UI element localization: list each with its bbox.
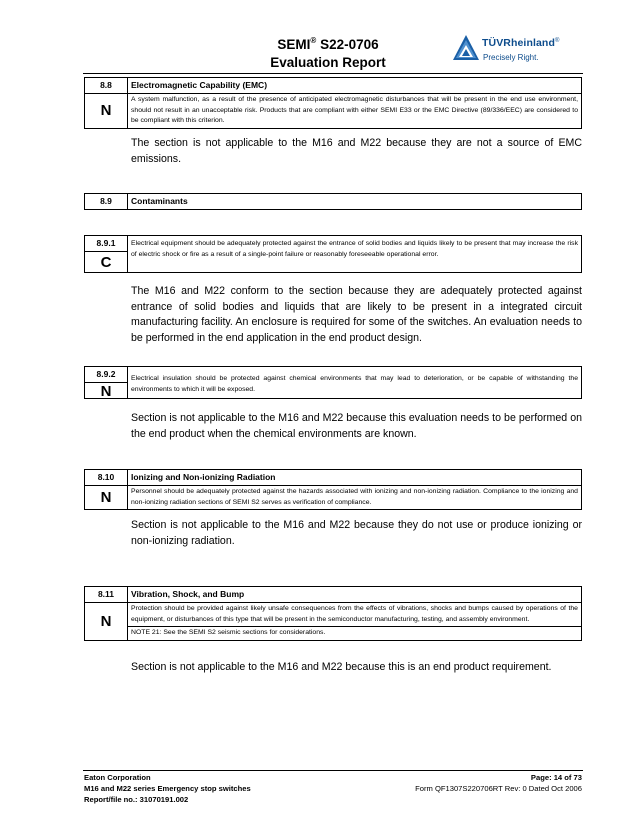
clause-8-9-1 (84, 235, 582, 273)
clause-number: 8.9 (100, 196, 112, 206)
tuv-logo (452, 30, 592, 70)
clause-title: Contaminants (131, 196, 188, 206)
footer-form-id: Form QF1307S220706RT Rev: 0 Dated Oct 2006 (415, 784, 582, 793)
footer-company: Eaton Corporation (84, 773, 151, 782)
footer-page-number: Page: 14 of 73 (530, 773, 582, 782)
clause-requirement: A system malfunction, as a result of the presence of anticipated electromagnetic disturbances that will be present in the end use environment, should not result in an unacceptable risk. Products that are compliant with either SEMI E33 or the EMC Directive (89/336/EEC) are considered to be compliant with this criterion. (128, 93, 581, 128)
verdict-badge: N (85, 485, 127, 509)
clause-title: Vibration, Shock, and Bump (131, 589, 245, 599)
standard-heading: SEMI® S22-0706 (277, 36, 379, 52)
footer-divider (83, 770, 583, 771)
clause-8-9 (84, 193, 582, 210)
clause-number: 8.10 (97, 472, 115, 482)
report-subtitle: Evaluation Report (270, 55, 386, 70)
clause-requirement: Electrical equipment should be adequately protected against the entrance of solid bodies and liquids likely to be present that may increase the risk of electric shock or fire as a result of a single-point failure or reasonably foreseeable operational error. (131, 240, 578, 258)
header-divider (83, 73, 583, 74)
clause-note: NOTE 21: See the SEMI S2 seismic sections for considerations. (128, 626, 581, 640)
clause-evaluation: The M16 and M22 conform to the section because they are adequately protected against entrance of solid bodies and liquids that are likely to be present in a integrated circuit manufacturing facility. An enclosure is required for some of the switches. An evaluation needs to be performed in the end application in the end product design. (131, 285, 582, 344)
clause-number: 8.11 (97, 589, 115, 599)
verdict-badge: N (85, 93, 127, 128)
clause-number: 8.9.2 (96, 369, 116, 379)
document-title (240, 32, 416, 72)
clause-title: Electromagnetic Capability (EMC) (131, 80, 268, 90)
footer-report-number: Report/file no.: 31070191.002 (84, 795, 189, 804)
verdict-badge: C (85, 251, 127, 272)
clause-8-10 (84, 469, 582, 510)
clause-requirement: Personnel should be adequately protected against the hazards associated with ionizing and non-ionizing radiation. Compliance to the ionizing and non-ionizing radiation sections of SEMI S2 serves as verification of compliance. (128, 485, 581, 509)
logo-brand: TÜVRheinland® (482, 37, 560, 49)
clause-evaluation: Section is not applicable to the M16 and M22 because they do not use or produce ionizing or non-ionizing radiation. (131, 519, 582, 547)
clause-8-11 (84, 586, 582, 641)
tuv-triangle-icon (452, 34, 480, 62)
clause-evaluation: The section is not applicable to the M16 and M22 because they are not a source of EMC emissions. (131, 137, 582, 165)
clause-number: 8.8 (100, 80, 112, 90)
footer-product: M16 and M22 series Emergency stop switches (84, 784, 251, 793)
verdict-badge: N (85, 602, 127, 640)
clause-8-9-2 (84, 366, 582, 399)
clause-evaluation: Section is not applicable to the M16 and M22 because this evaluation needs to be performed on the end product when the chemical environments are known. (131, 412, 582, 440)
verdict-badge: N (85, 382, 127, 400)
clause-evaluation: Section is not applicable to the M16 and M22 because this is an end product requirement. (131, 661, 552, 673)
clause-8-8 (84, 77, 582, 129)
clause-title: Ionizing and Non-ionizing Radiation (131, 472, 276, 482)
clause-number: 8.9.1 (96, 238, 116, 248)
clause-requirement: Protection should be provided against likely unsafe consequences from the effects of vibrations, shocks and bumps caused by operations of the equipment, or disturbances of this type that will be present in the semiconductor manufacturing, testing, and assembly environment. (128, 602, 581, 626)
logo-slogan: Precisely Right. (483, 53, 539, 62)
clause-requirement: Electrical insulation should be protected against chemical environments that may lead to deterioration, or be capable of withstanding the environments to which it will be exposed. (131, 375, 578, 393)
